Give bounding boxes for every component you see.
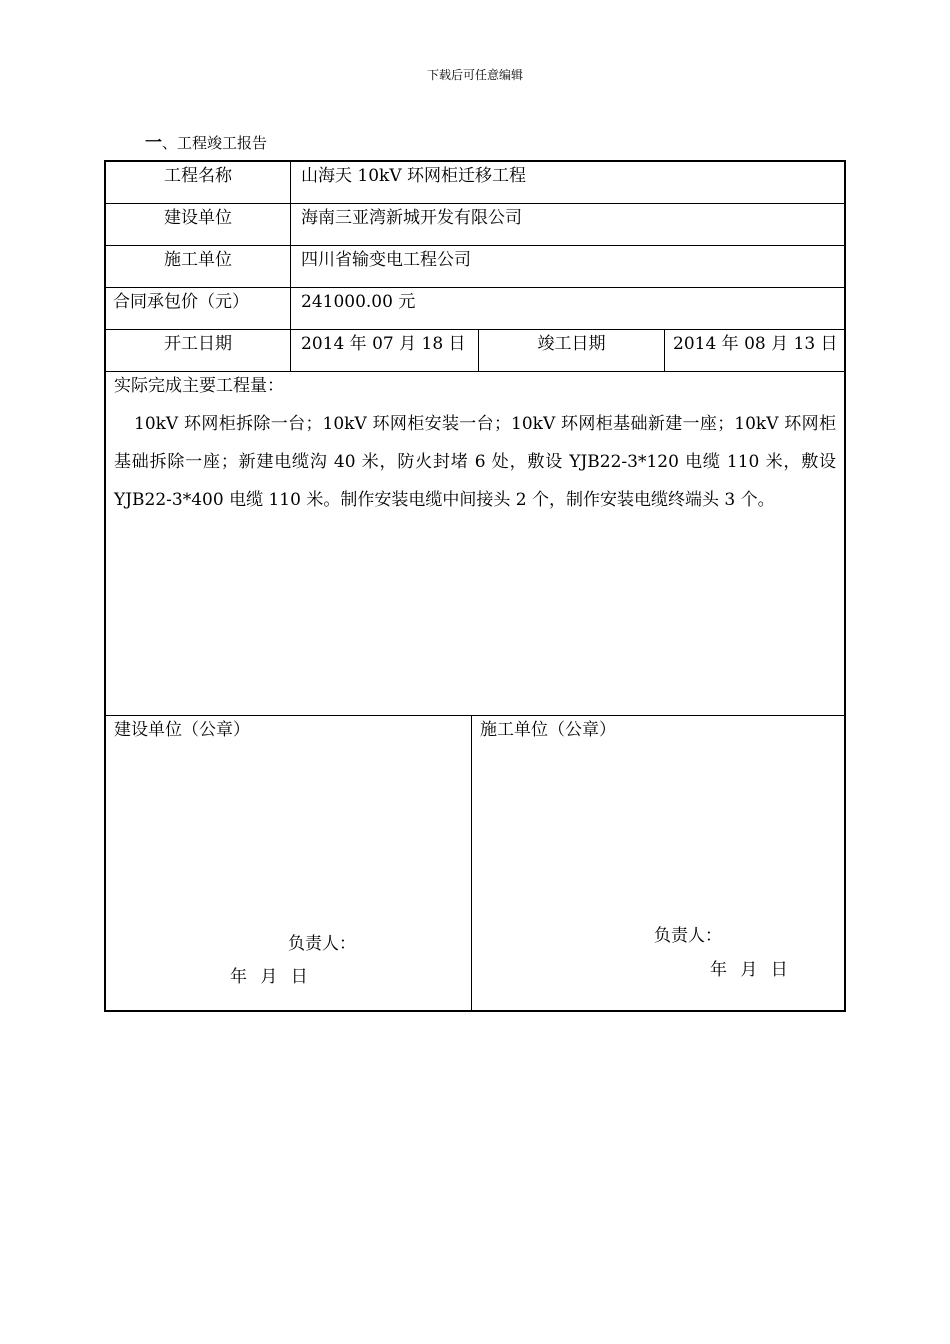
contract-price-value: 241000.00 元: [301, 292, 416, 312]
row-contract-price: [106, 288, 844, 330]
client-value: 海南三亚湾新城开发有限公司: [301, 208, 522, 228]
work-quantity-text: 10kV 环网柜拆除一台；10kV 环网柜安装一台；10kV 环网柜基础新建一座；10kV 环网柜基础拆除一座；新建电缆沟 40 米，防火封堵 6 处，敷设 YJB22-3*120 电缆 110 米，敷设 YJB22-3*400 电缆 110 米。制作安装电缆中间接头 2 个，制作安装电缆终端头 3 个。: [114, 414, 836, 510]
contractor-seal-cell: [472, 716, 844, 1010]
contractor-seal-date: 年 月 日: [710, 960, 788, 980]
end-date-label: 竣工日期: [479, 330, 665, 371]
work-quantity-label: 实际完成主要工程量：: [114, 376, 284, 396]
start-date-label: 开工日期: [106, 330, 291, 371]
end-date-value: 2014 年 08 月 13 日: [673, 334, 838, 354]
row-client: [106, 204, 844, 246]
project-name-value: 山海天 10kV 环网柜迁移工程: [301, 166, 527, 186]
client-seal-date: 年 月 日: [230, 967, 308, 987]
contractor-seal-title: 施工单位（公章）: [480, 720, 616, 740]
client-seal-title: 建设单位（公章）: [114, 720, 250, 740]
client-seal-cell: [106, 716, 472, 1010]
start-date-value: 2014 年 07 月 18 日: [291, 330, 479, 371]
client-label: 建设单位: [106, 204, 291, 245]
header-note: 下载后可任意编辑: [426, 68, 523, 82]
section-number: 一: [145, 133, 162, 153]
row-contractor: [106, 246, 844, 288]
section-title: [145, 128, 267, 153]
project-name-label: 工程名称: [106, 162, 291, 203]
contractor-label: 施工单位: [106, 246, 291, 287]
work-quantity-cell: [106, 372, 844, 716]
contract-price-label: 合同承包价（元）: [106, 288, 291, 329]
section-title-text: 、工程竣工报告: [162, 134, 268, 152]
contractor-responsible-label: 负责人：: [654, 926, 722, 946]
contractor-value: 四川省输变电工程公司: [301, 250, 471, 270]
row-dates: [106, 330, 844, 372]
client-responsible-label: 负责人：: [288, 934, 356, 954]
row-project-name: [106, 162, 844, 204]
completion-report-form: [104, 160, 846, 1012]
